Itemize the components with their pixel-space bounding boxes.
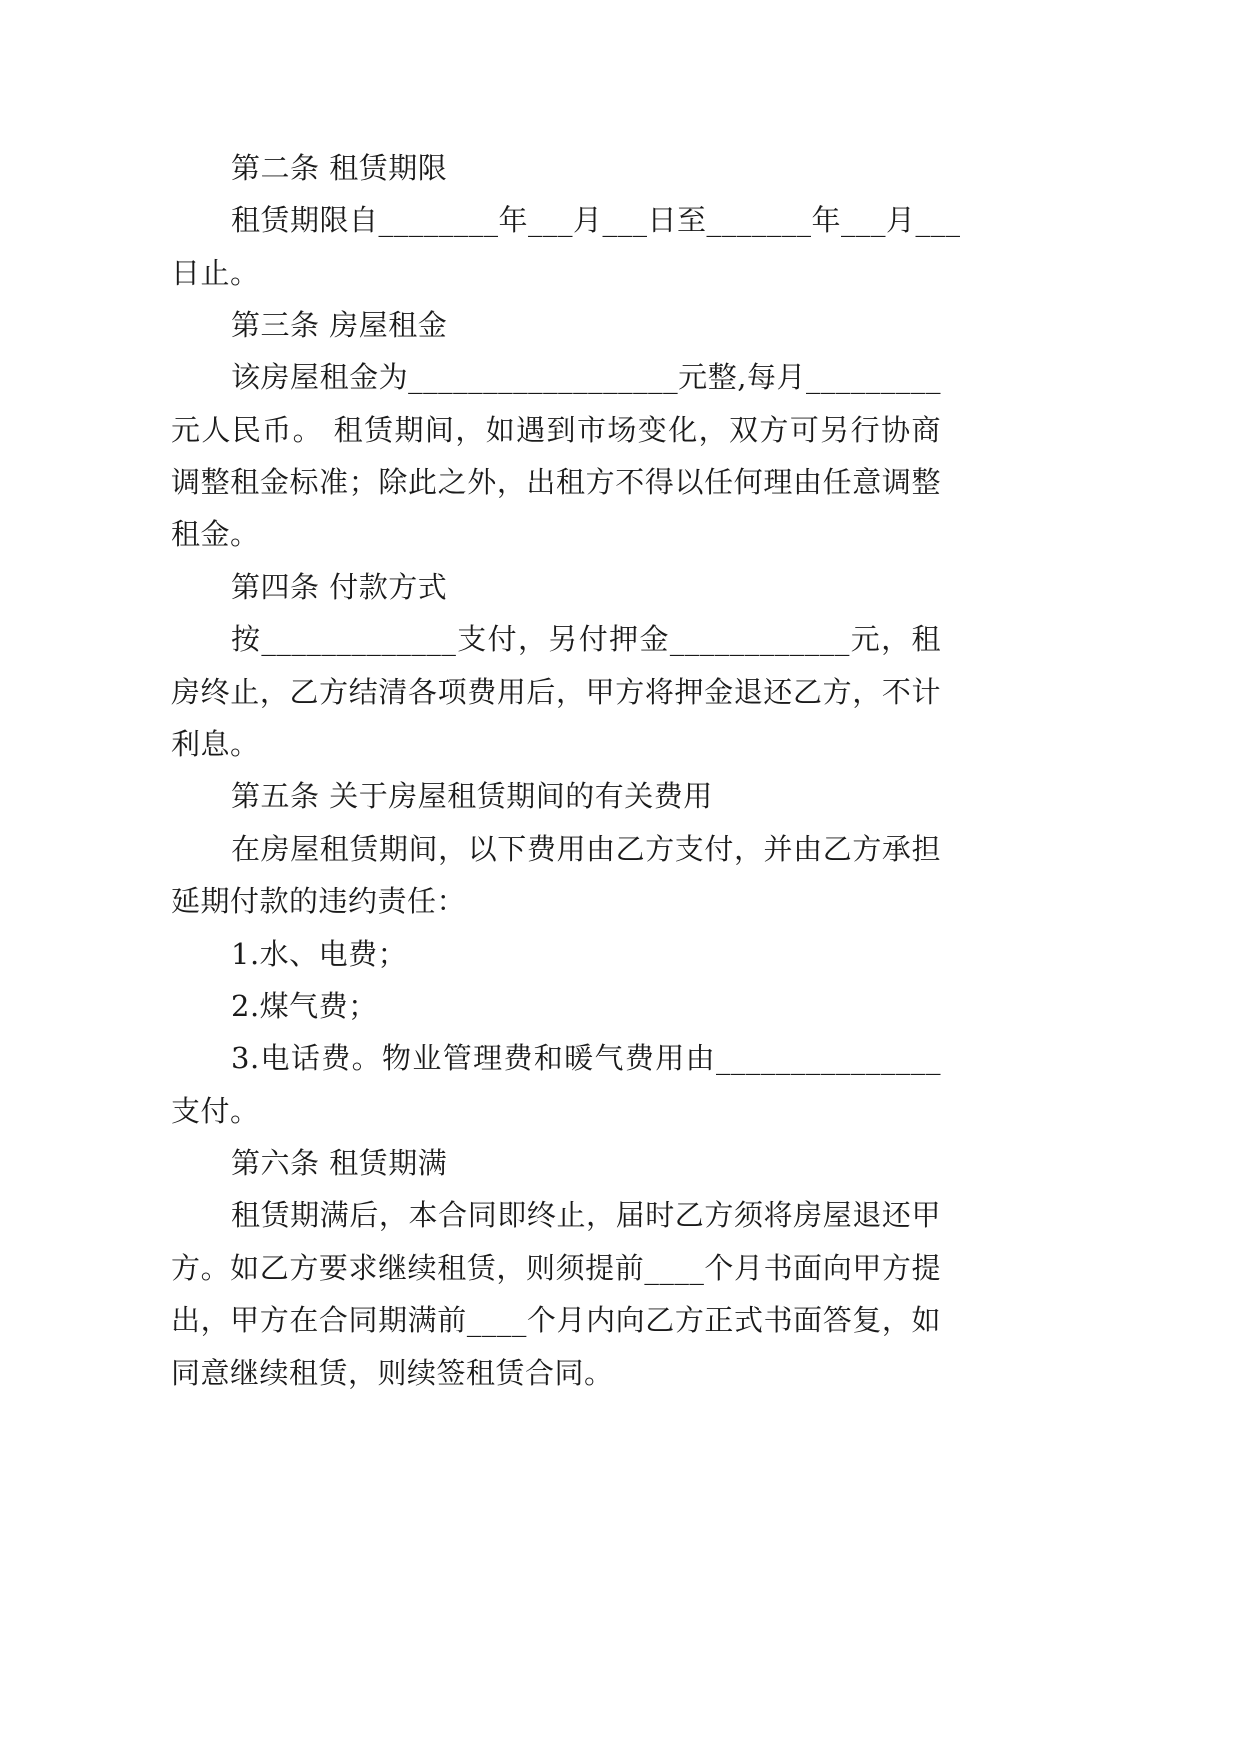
paragraph-line: 同意继续租赁，则续签租赁合同。 [171, 1356, 614, 1390]
article-3-heading: 第三条 房屋租金 [231, 308, 448, 342]
paragraph-line: 该房屋租金为__________________元整,每月_________ [231, 360, 941, 394]
paragraph-line: 在房屋租赁期间，以下费用由乙方支付，并由乙方承担 [231, 832, 941, 866]
paragraph-line: 支付。 [171, 1094, 260, 1128]
paragraph-line: 调整租金标准；除此之外，出租方不得以任何理由任意调整 [171, 465, 941, 499]
paragraph-line: 元人民币。 租赁期间，如遇到市场变化，双方可另行协商 [171, 413, 941, 447]
paragraph-line: 利息。 [171, 727, 260, 761]
article-2-heading: 第二条 租赁期限 [231, 151, 448, 185]
paragraph-line: 租金。 [171, 517, 260, 551]
paragraph-line: 出，甲方在合同期满前____个月内向乙方正式书面答复，如 [171, 1303, 941, 1337]
paragraph-line: 租赁期满后，本合同即终止，届时乙方须将房屋退还甲 [231, 1198, 941, 1232]
paragraph-line: 日止。 [171, 256, 260, 290]
article-6-heading: 第六条 租赁期满 [231, 1146, 448, 1180]
paragraph-line: 房终止，乙方结清各项费用后，甲方将押金退还乙方，不计 [171, 675, 941, 709]
list-item: 2.煤气费； [231, 989, 378, 1023]
paragraph-line: 租赁期限自________年___月___日至_______年___月___ [231, 203, 961, 237]
paragraph-line: 延期付款的违约责任： [171, 884, 467, 918]
list-item: 3.电话费。物业管理费和暖气费用由_______________ [231, 1041, 941, 1075]
article-4-heading: 第四条 付款方式 [231, 570, 448, 604]
paragraph-line: 方。如乙方要求继续租赁，则须提前____个月书面向甲方提 [171, 1251, 941, 1285]
article-5-heading: 第五条 关于房屋租赁期间的有关费用 [231, 779, 713, 813]
paragraph-line: 按_____________支付，另付押金____________元，租 [231, 622, 941, 656]
list-item: 1.水、电费； [231, 937, 408, 971]
